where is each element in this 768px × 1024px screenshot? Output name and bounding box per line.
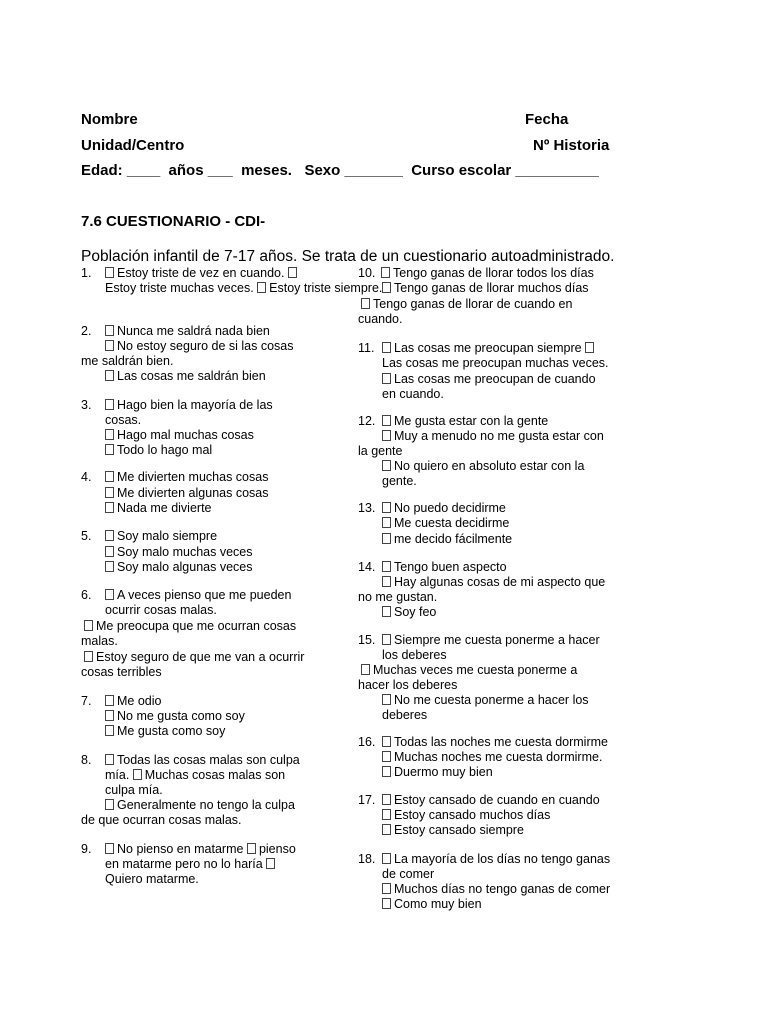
option-text: No puedo decidirme bbox=[394, 501, 506, 515]
option-text: Estoy triste de vez en cuando. bbox=[117, 266, 288, 280]
option-text: No me gusta como soy bbox=[117, 709, 245, 723]
option-text: Todas las noches me cuesta dormirme bbox=[394, 735, 608, 749]
option-text: Estoy triste siempre. bbox=[269, 281, 383, 295]
edad-sexo-curso-line: Edad: ____ años ___ meses. Sexo _______ Curso escolar __________ bbox=[81, 162, 599, 179]
fecha-label: Fecha bbox=[525, 111, 569, 128]
question-number: 2. bbox=[81, 324, 92, 338]
unidad-centro-label: Unidad/Centro bbox=[81, 137, 185, 154]
question-number: 15. bbox=[358, 633, 376, 647]
option-text: Tengo ganas de llorar muchos días bbox=[394, 281, 589, 295]
checkbox[interactable] bbox=[105, 340, 114, 351]
checkbox[interactable] bbox=[288, 267, 297, 278]
checkbox[interactable] bbox=[382, 576, 391, 587]
option-text: Muchas noches me cuesta dormirme. bbox=[394, 750, 603, 764]
option-text: Siempre me cuesta ponerme a hacer bbox=[394, 633, 600, 647]
option-text: Soy feo bbox=[394, 605, 437, 619]
option-text: la gente bbox=[358, 444, 403, 458]
question-number: 18. bbox=[358, 852, 376, 866]
checkbox[interactable] bbox=[247, 843, 256, 854]
option-text: cosas terribles bbox=[81, 665, 162, 679]
option-text: Las cosas me preocupan de cuando bbox=[394, 372, 596, 386]
option-text: Me odio bbox=[117, 694, 162, 708]
option-text: Muchos días no tengo ganas de comer bbox=[394, 882, 611, 896]
option-text: en matarme pero no lo haría bbox=[105, 857, 267, 871]
checkbox[interactable] bbox=[84, 620, 93, 631]
option-text: A veces pienso que me pueden bbox=[117, 588, 292, 602]
option-text: Las cosas me saldrán bien bbox=[117, 369, 266, 383]
option-text: Muchas cosas malas son bbox=[144, 768, 286, 782]
checkbox[interactable] bbox=[105, 267, 114, 278]
option-text: No pienso en matarme bbox=[117, 842, 247, 856]
question-number: 10. bbox=[358, 266, 376, 280]
checkbox[interactable] bbox=[382, 751, 391, 762]
option-text: No quiero en absoluto estar con la bbox=[394, 459, 585, 473]
option-text: culpa mía. bbox=[105, 783, 163, 797]
checkbox[interactable] bbox=[382, 606, 391, 617]
option-text: Me cuesta decidirme bbox=[394, 516, 510, 530]
option-text: Me preocupa que me ocurran cosas bbox=[96, 619, 297, 633]
checkbox[interactable] bbox=[382, 502, 391, 513]
checkbox[interactable] bbox=[382, 342, 391, 353]
option-text: Tengo ganas de llorar todos los días bbox=[393, 266, 594, 280]
question-number: 5. bbox=[81, 529, 92, 543]
checkbox[interactable] bbox=[382, 824, 391, 835]
option-text: Tengo buen aspecto bbox=[394, 560, 507, 574]
option-text: Estoy cansado siempre bbox=[394, 823, 524, 837]
option-text: pienso bbox=[258, 842, 296, 856]
checkbox[interactable] bbox=[361, 664, 370, 675]
checkbox[interactable] bbox=[361, 298, 370, 309]
question-number: 6. bbox=[81, 588, 92, 602]
option-text: cuando. bbox=[358, 312, 403, 326]
question-number: 7. bbox=[81, 694, 92, 708]
option-text: no me gustan. bbox=[358, 590, 438, 604]
question-number: 16. bbox=[358, 735, 376, 749]
checkbox[interactable] bbox=[105, 695, 114, 706]
checkbox[interactable] bbox=[133, 769, 142, 780]
question-number: 3. bbox=[81, 398, 92, 412]
option-text: Me gusta estar con la gente bbox=[394, 414, 549, 428]
option-text: Nunca me saldrá nada bien bbox=[117, 324, 270, 338]
option-text: No me cuesta ponerme a hacer los bbox=[394, 693, 589, 707]
checkbox[interactable] bbox=[382, 634, 391, 645]
checkbox[interactable] bbox=[382, 736, 391, 747]
checkbox[interactable] bbox=[105, 530, 114, 541]
option-text: Como muy bien bbox=[394, 897, 482, 911]
checkbox[interactable] bbox=[382, 517, 391, 528]
question-number: 8. bbox=[81, 753, 92, 767]
checkbox[interactable] bbox=[382, 561, 391, 572]
option-text: Duermo muy bien bbox=[394, 765, 493, 779]
option-text: Todas las cosas malas son culpa bbox=[117, 753, 300, 767]
page-title: 7.6 CUESTIONARIO - CDI- bbox=[81, 213, 266, 230]
intro-text: Población infantil de 7-17 años. Se trata de un cuestionario autoadministrado. bbox=[81, 248, 615, 265]
checkbox[interactable] bbox=[105, 370, 114, 381]
option-text: gente. bbox=[382, 474, 417, 488]
checkbox[interactable] bbox=[382, 853, 391, 864]
option-text: Soy malo muchas veces bbox=[117, 545, 253, 559]
checkbox[interactable] bbox=[585, 342, 594, 353]
option-text: Quiero matarme. bbox=[105, 872, 199, 886]
checkbox[interactable] bbox=[105, 843, 114, 854]
option-text: Estoy cansado muchos días bbox=[394, 808, 551, 822]
checkbox[interactable] bbox=[105, 561, 114, 572]
checkbox[interactable] bbox=[105, 487, 114, 498]
checkbox[interactable] bbox=[105, 502, 114, 513]
option-text: ocurrir cosas malas. bbox=[105, 603, 217, 617]
checkbox[interactable] bbox=[382, 883, 391, 894]
option-text: en cuando. bbox=[382, 387, 444, 401]
question-number: 4. bbox=[81, 470, 92, 484]
option-text: Tengo ganas de llorar de cuando en bbox=[373, 297, 573, 311]
checkbox[interactable] bbox=[382, 282, 391, 293]
checkbox[interactable] bbox=[105, 589, 114, 600]
option-text: deberes bbox=[382, 708, 428, 722]
option-text: Hago bien la mayoría de las bbox=[117, 398, 273, 412]
question-number: 11. bbox=[358, 341, 375, 355]
option-text: Estoy triste muchas veces. bbox=[105, 281, 258, 295]
checkbox[interactable] bbox=[382, 694, 391, 705]
checkbox[interactable] bbox=[382, 766, 391, 777]
checkbox[interactable] bbox=[105, 429, 114, 440]
option-text: Me divierten algunas cosas bbox=[117, 486, 269, 500]
question-number: 12. bbox=[358, 414, 376, 428]
checkbox[interactable] bbox=[105, 546, 114, 557]
checkbox[interactable] bbox=[105, 444, 114, 455]
option-text: Soy malo siempre bbox=[117, 529, 218, 543]
option-text: La mayoría de los días no tengo ganas bbox=[394, 852, 611, 866]
checkbox[interactable] bbox=[105, 471, 114, 482]
checkbox[interactable] bbox=[382, 373, 391, 384]
checkbox[interactable] bbox=[382, 415, 391, 426]
question-number: 17. bbox=[358, 793, 376, 807]
option-text: me saldrán bien. bbox=[81, 354, 174, 368]
checkbox[interactable] bbox=[381, 267, 390, 278]
question-number: 9. bbox=[81, 842, 92, 856]
option-text: cosas. bbox=[105, 413, 142, 427]
option-text: Nada me divierte bbox=[117, 501, 212, 515]
option-text: de comer bbox=[382, 867, 435, 881]
question-number: 13. bbox=[358, 501, 376, 515]
checkbox[interactable] bbox=[382, 533, 391, 544]
option-text: Estoy seguro de que me van a ocurrir bbox=[96, 650, 305, 664]
checkbox[interactable] bbox=[257, 282, 266, 293]
checkbox[interactable] bbox=[266, 858, 275, 869]
option-text: Me gusta como soy bbox=[117, 724, 226, 738]
option-text: Hay algunas cosas de mi aspecto que bbox=[394, 575, 606, 589]
option-text: mía. bbox=[105, 768, 133, 782]
checkbox[interactable] bbox=[84, 651, 93, 662]
checkbox[interactable] bbox=[105, 325, 114, 336]
checkbox[interactable] bbox=[105, 710, 114, 721]
option-text: Generalmente no tengo la culpa bbox=[117, 798, 295, 812]
option-text: Me divierten muchas cosas bbox=[117, 470, 269, 484]
question-number: 14. bbox=[358, 560, 376, 574]
option-text: Todo lo hago mal bbox=[117, 443, 213, 457]
option-text: Muchas veces me cuesta ponerme a bbox=[373, 663, 578, 677]
option-text: hacer los deberes bbox=[358, 678, 458, 692]
historia-label: Nº Historia bbox=[533, 137, 610, 154]
option-text: Las cosas me preocupan siempre bbox=[394, 341, 586, 355]
checkbox[interactable] bbox=[382, 430, 391, 441]
checkbox[interactable] bbox=[105, 799, 114, 810]
option-text: de que ocurran cosas malas. bbox=[81, 813, 242, 827]
nombre-label: Nombre bbox=[81, 111, 138, 128]
question-number: 1. bbox=[81, 266, 92, 280]
option-text: malas. bbox=[81, 634, 118, 648]
option-text: Soy malo algunas veces bbox=[117, 560, 253, 574]
checkbox[interactable] bbox=[105, 399, 114, 410]
option-text: Estoy cansado de cuando en cuando bbox=[394, 793, 600, 807]
option-text: Hago mal muchas cosas bbox=[117, 428, 254, 442]
checkbox[interactable] bbox=[382, 898, 391, 909]
option-text: Las cosas me preocupan muchas veces. bbox=[382, 356, 609, 370]
checkbox[interactable] bbox=[105, 725, 114, 736]
checkbox[interactable] bbox=[382, 460, 391, 471]
checkbox[interactable] bbox=[105, 754, 114, 765]
option-text: No estoy seguro de si las cosas bbox=[117, 339, 294, 353]
option-text: me decido fácilmente bbox=[394, 532, 513, 546]
option-text: Muy a menudo no me gusta estar con bbox=[394, 429, 604, 443]
option-text: los deberes bbox=[382, 648, 447, 662]
checkbox[interactable] bbox=[382, 794, 391, 805]
checkbox[interactable] bbox=[382, 809, 391, 820]
